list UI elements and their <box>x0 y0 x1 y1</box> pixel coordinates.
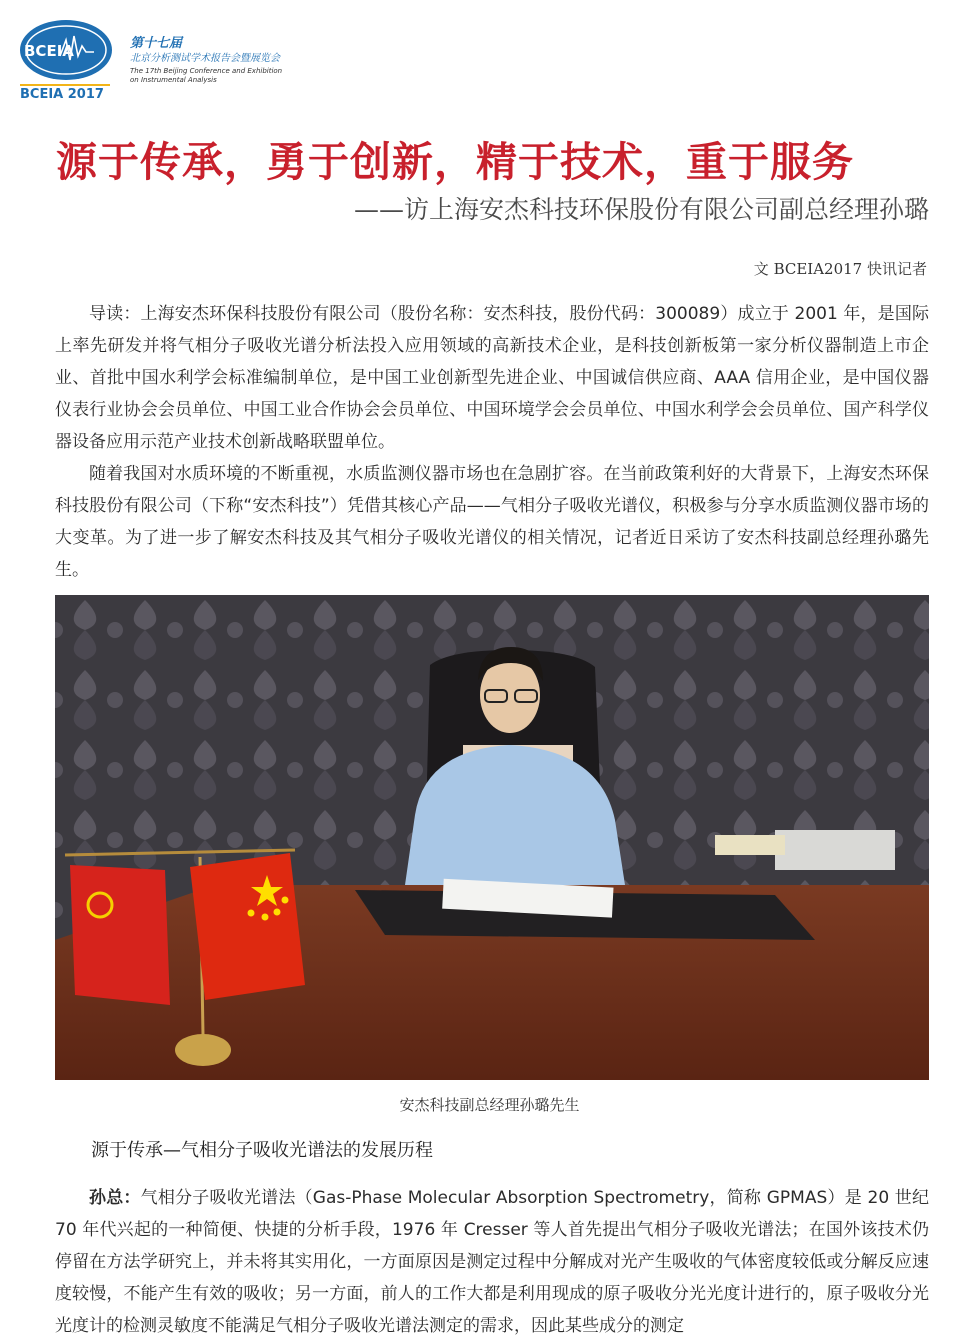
intro-paragraph-2: 随着我国对水质环境的不断重视，水质监测仪器市场也在急剧扩容。在当前政策利好的大背景下，上海安杰环保科技股份有限公司（下称“安杰科技”）凭借其核心产品——气相分子吸收光谱仪，积极参与分享水质监测仪器市场的大变革。为了进一步了解安杰科技及其气相分子吸收光谱仪的相关情况，记者近日采访了安杰科技副总经理孙璐先生。 <box>55 464 929 580</box>
article-title: 源于传承，勇于创新，精于技术，重于服务 <box>56 138 854 186</box>
intro-paragraph-1: 导读：上海安杰环保科技股份有限公司（股份名称：安杰科技，股份代码：300089）成立于 2001 年，是国际上率先研发并将气相分子吸收光谱分析法投入应用领域的高新技术企业，是科技创新板第一家分析仪器制造上市企业、首批中国水利学会标准编制单位，是中国工业创新型先进企业、中国诚信供应商、AAA 信用企业，是中国仪器仪表行业协会会员单位、中国工业合作协会会员单位、中国环境学会会员单位、中国水利学会会员单位、国产科学仪器设备应用示范产业技术创新战略联盟单位。 <box>55 304 929 452</box>
conference-header <box>16 16 516 106</box>
article-subtitle: ——访上海安杰科技环保股份有限公司副总经理孙璐 <box>353 195 929 224</box>
section-heading: 源于传承—气相分子吸收光谱法的发展历程 <box>91 1140 433 1161</box>
article-byline: 文 BCEIA2017 快讯记者 <box>753 260 927 278</box>
conference-name-en-2: on Instrumental Analysis <box>130 76 217 84</box>
logo-year: BCEIA 2017 <box>20 87 104 102</box>
conference-title-block <box>130 36 282 85</box>
interview-photo <box>55 595 929 1080</box>
logo-text: BCEIA <box>24 42 74 60</box>
conference-edition: 第十七届 <box>130 36 183 51</box>
answer-paragraph <box>55 1182 929 1342</box>
answer-text: 气相分子吸收光谱法（Gas-Phase Molecular Absorption Spectrometry，简称 GPMAS）是 20 世纪 70 年代兴起的一种简便、快捷的分析手段，1976 年 Cresser 等人首先提出气相分子吸收光谱法；在国外该技术仍停留在方法学研究上，并未将其实用化，一方面原因是测定过程中分解成对光产生吸收的气体密度较低或分解反应速度较慢，不能产生有效的吸收；另一方面，前人的工作大都是利用现成的原子吸收分光光度计进行的，原子吸收分光光度计的检测灵敏度不能满足气相分子吸收光谱法测定的需求，因此某些成分的测定 <box>55 1188 929 1336</box>
conference-name-cn: 北京分析测试学术报告会暨展览会 <box>130 53 280 64</box>
conference-name-en-1: The 17th Beijing Conference and Exhibition <box>130 67 283 75</box>
bceia-logo <box>16 16 116 102</box>
photo-caption: 安杰科技副总经理孙璐先生 <box>399 1096 580 1114</box>
answer-label: 孙总： <box>89 1188 141 1208</box>
